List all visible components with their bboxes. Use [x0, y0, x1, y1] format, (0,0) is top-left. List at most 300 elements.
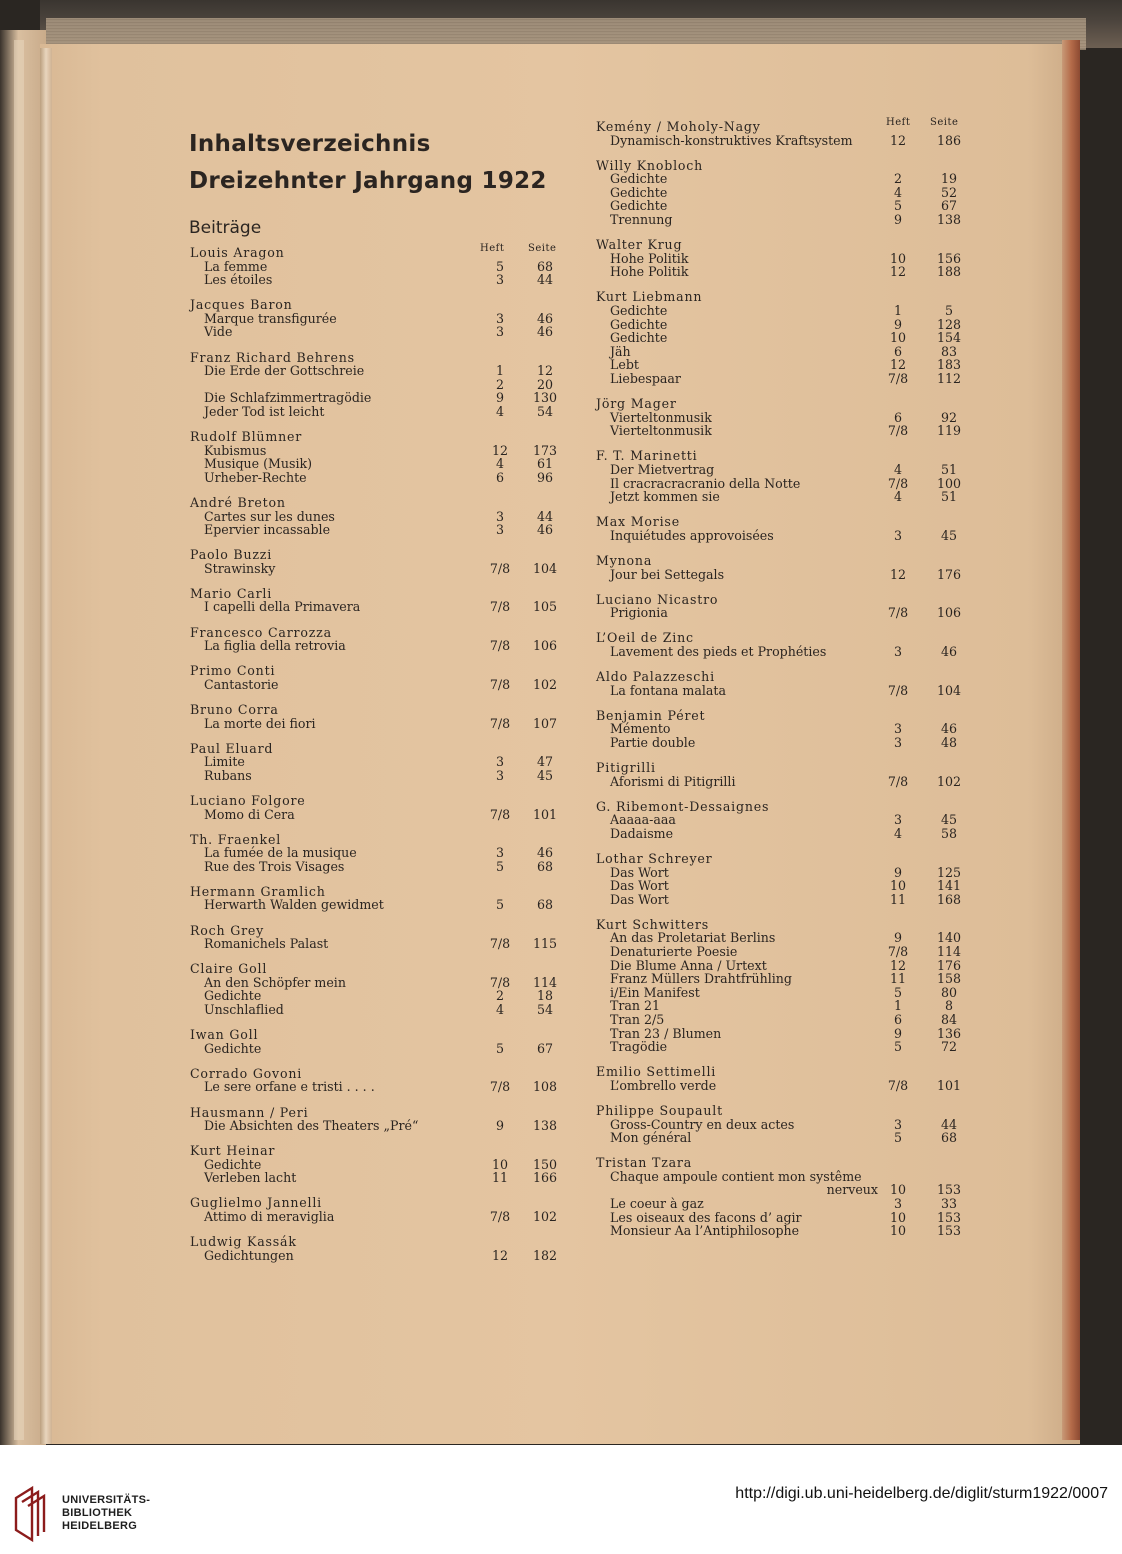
work-row	[190, 273, 580, 287]
work-row	[190, 260, 580, 274]
heft-number: 3	[495, 324, 504, 340]
page-binding-strip	[40, 48, 52, 1444]
work-row	[596, 490, 982, 504]
author-name: Tristan Tzara	[596, 1155, 693, 1171]
page-number: 107	[532, 715, 558, 731]
toc-entry	[596, 631, 982, 658]
work-row	[190, 898, 580, 912]
heft-number: 6	[495, 469, 504, 485]
author-row	[190, 351, 580, 365]
work-row	[190, 976, 580, 990]
toc-entry	[596, 1156, 982, 1238]
author-row	[596, 449, 982, 463]
heft-number: 6	[893, 1011, 902, 1027]
page-number: 115	[532, 936, 558, 952]
work-row	[190, 562, 580, 576]
page-number: 19	[940, 171, 958, 187]
author-name: Luciano Folgore	[190, 792, 306, 808]
page-number: 100	[936, 475, 962, 491]
heft-number: 1	[893, 998, 902, 1014]
author-name: Luciano Nicastro	[596, 591, 719, 607]
author-name: Willy Knobloch	[596, 157, 704, 173]
work-row	[190, 639, 580, 653]
heft-number: 9	[893, 1025, 902, 1041]
heft-number: 5	[495, 897, 504, 913]
heft-number: 2	[495, 376, 504, 392]
author-row	[596, 852, 982, 866]
heft-number: 3	[893, 527, 902, 543]
author-name: Mario Carli	[190, 585, 273, 601]
heft-number: 7/8	[489, 638, 511, 654]
work-title: La morte dei fiori	[204, 715, 316, 731]
work-title: i/Ein Manifest	[610, 984, 700, 1000]
work-title: L’ombrello verde	[610, 1077, 717, 1093]
work-row	[596, 265, 982, 279]
toc-entry	[190, 587, 580, 614]
page-number: 140	[936, 930, 962, 946]
work-title: Herwarth Walden gewidmet	[204, 897, 384, 913]
work-title: Hohe Politik	[610, 250, 689, 266]
author-name: Francesco Carrozza	[190, 624, 332, 640]
toc-entry	[190, 1067, 580, 1094]
author-row	[596, 159, 982, 173]
work-title: Prigionia	[610, 605, 668, 621]
work-title: La fontana malata	[610, 682, 726, 698]
work-title: Gedichte	[610, 171, 668, 187]
author-row	[596, 709, 982, 723]
heft-number: 5	[893, 984, 902, 1000]
work-row	[596, 972, 982, 986]
author-name: Guglielmo Jannelli	[190, 1195, 323, 1211]
heft-number: 2	[893, 171, 902, 187]
author-row	[596, 120, 982, 134]
page-number: 112	[936, 371, 962, 386]
work-row	[190, 471, 580, 485]
author-name: Iwan Goll	[190, 1027, 259, 1043]
work-title: Attimo di meraviglia	[204, 1209, 335, 1225]
work-row	[596, 568, 982, 582]
author-row	[596, 800, 982, 814]
heft-number: 2	[495, 988, 504, 1004]
heft-number: 5	[495, 858, 504, 874]
work-title: La femme	[204, 258, 268, 274]
page-number: 46	[940, 643, 958, 659]
toc-entry	[190, 833, 580, 874]
heft-number: 12	[889, 357, 907, 373]
work-row	[596, 252, 982, 266]
work-row	[596, 775, 982, 789]
work-row	[190, 808, 580, 822]
author-row	[596, 918, 982, 932]
heft-number: 1	[495, 363, 504, 379]
work-row	[190, 378, 580, 392]
author-name: L’Oeil de Zinc	[596, 630, 694, 646]
page-number: 125	[936, 864, 962, 880]
work-row	[596, 684, 982, 698]
work-row	[596, 345, 982, 359]
page-number: 104	[936, 682, 962, 698]
work-title: I capelli della Primavera	[204, 599, 361, 615]
heft-number: 5	[495, 1040, 504, 1056]
page-number: 54	[536, 1002, 554, 1018]
work-row	[596, 424, 982, 438]
heft-number: 7/8	[887, 371, 909, 386]
work-title: Franz Müllers Drahtfrühling	[610, 971, 792, 987]
work-row	[596, 134, 982, 148]
work-row	[190, 1171, 580, 1185]
work-row	[190, 678, 580, 692]
work-row	[190, 1119, 580, 1133]
author-row	[596, 1156, 982, 1170]
work-title: Tran 23 / Blumen	[610, 1025, 722, 1041]
work-row	[596, 736, 982, 750]
work-row	[190, 1210, 580, 1224]
work-row	[190, 846, 580, 860]
toc-entry	[596, 397, 982, 438]
page-number: 68	[536, 897, 554, 913]
heft-number: 5	[495, 258, 504, 274]
toc-column-left	[190, 243, 580, 1274]
work-row	[190, 312, 580, 326]
heft-number: 7/8	[887, 605, 909, 621]
work-title: Die Absichten des Theaters „Pré“	[204, 1118, 419, 1134]
heft-number: 7/8	[887, 475, 909, 491]
author-name: Jörg Mager	[596, 396, 677, 412]
work-row	[596, 1224, 982, 1238]
toc-entry	[190, 924, 580, 951]
work-title: Limite	[204, 754, 245, 770]
toc-entry	[190, 548, 580, 575]
heft-number: 3	[893, 643, 902, 659]
heft-number: 10	[889, 1182, 907, 1198]
page-number: 106	[532, 638, 558, 654]
page-number: 176	[936, 957, 962, 973]
book-right-edge	[1062, 40, 1080, 1440]
heft-number: 12	[889, 957, 907, 973]
work-title: Der Mietvertrag	[610, 461, 715, 477]
work-title: Lebt	[610, 357, 639, 373]
book-spine-strip	[14, 40, 24, 1440]
author-name: Claire Goll	[190, 961, 268, 977]
work-title: Mémento	[610, 721, 671, 737]
author-row	[596, 397, 982, 411]
work-title: Aforismi di Pitigrilli	[610, 773, 736, 789]
heft-number: 4	[495, 1002, 504, 1018]
heft-number: 7/8	[489, 715, 511, 731]
heft-number: 4	[893, 489, 902, 505]
work-title: Vierteltonmusik	[610, 423, 712, 439]
heft-number: 10	[889, 330, 907, 346]
page-number: 44	[536, 508, 554, 524]
toc-entry	[596, 761, 982, 788]
author-row	[190, 1235, 580, 1249]
author-row	[190, 1067, 580, 1081]
author-row	[190, 246, 580, 260]
author-name: Pitigrilli	[596, 759, 656, 775]
author-name: Mynona	[596, 552, 653, 568]
page-number: 51	[940, 461, 958, 477]
page-number: 44	[536, 272, 554, 288]
heft-number: 6	[893, 343, 902, 359]
work-row	[596, 606, 982, 620]
page-number: 101	[532, 806, 558, 822]
page-number: 48	[940, 734, 958, 750]
author-row	[596, 515, 982, 529]
work-title: Inquiétudes approvoisées	[610, 527, 774, 543]
page-number: 168	[936, 891, 962, 907]
author-row	[190, 1196, 580, 1210]
work-title: Urheber-Rechte	[204, 469, 307, 485]
work-title: Tran 21	[610, 998, 661, 1014]
author-row	[190, 1106, 580, 1120]
work-title: Das Wort	[610, 864, 669, 880]
work-title: Jäh	[610, 343, 631, 359]
page-number: 67	[940, 198, 958, 214]
page-number: 102	[532, 676, 558, 692]
author-row	[190, 430, 580, 444]
heft-number: 7/8	[489, 1079, 511, 1095]
heft-number: 3	[893, 812, 902, 828]
page-number: 156	[936, 250, 962, 266]
work-row	[190, 444, 580, 458]
page-number: 150	[532, 1156, 558, 1172]
work-title: Tran 2/5	[610, 1011, 665, 1027]
work-title: Gedichte	[204, 1156, 262, 1172]
work-title: Dadaisme	[610, 825, 674, 841]
toc-column-right	[596, 117, 982, 1249]
work-row	[596, 304, 982, 318]
work-title: Das Wort	[610, 878, 669, 894]
page-number: 8	[944, 998, 953, 1014]
work-title: Gross-Country en deux actes	[610, 1116, 795, 1132]
heft-number: 3	[495, 522, 504, 538]
work-row	[190, 600, 580, 614]
heft-number: 4	[893, 184, 902, 200]
toc-entry	[596, 800, 982, 841]
toc-entry	[190, 1196, 580, 1223]
work-title: Les oiseaux des facons d’ agir	[610, 1209, 802, 1225]
work-title: Partie double	[610, 734, 696, 750]
page-number: 186	[936, 132, 962, 148]
work-row	[596, 1040, 982, 1054]
toc-entry	[596, 918, 982, 1054]
toc-entry	[190, 246, 580, 287]
author-row	[596, 1104, 982, 1118]
page-number: 114	[936, 944, 962, 959]
author-name: Kurt Heinar	[190, 1143, 276, 1159]
work-row	[190, 717, 580, 731]
work-title: Trennung	[610, 212, 673, 228]
page-number: 182	[532, 1247, 558, 1263]
author-name: Hausmann / Peri	[190, 1104, 309, 1120]
toc-entry	[190, 885, 580, 912]
toc-entry	[190, 1144, 580, 1185]
author-name: André Breton	[190, 494, 286, 510]
author-name: Primo Conti	[190, 663, 276, 679]
work-title: Rue des Trois Visages	[204, 858, 345, 874]
heft-number: 4	[495, 456, 504, 472]
work-row	[190, 1249, 580, 1263]
author-name: Philippe Soupault	[596, 1102, 723, 1118]
toc-entry	[190, 496, 580, 537]
toc-entry	[596, 120, 982, 147]
page-number: 54	[536, 403, 554, 419]
work-row	[190, 405, 580, 419]
work-row	[596, 866, 982, 880]
page-number: 67	[536, 1040, 554, 1056]
author-name: Ludwig Kassák	[190, 1234, 297, 1250]
author-name: F. T. Marinetti	[596, 448, 698, 464]
page-subtitle: Dreizehnter Jahrgang 1922	[189, 168, 547, 194]
page-number: 68	[536, 258, 554, 274]
work-title: Gedichte	[610, 184, 668, 200]
work-title: Gedichtungen	[204, 1247, 294, 1263]
heft-number: 11	[889, 891, 907, 907]
work-title: Musique (Musik)	[204, 456, 313, 472]
work-row	[596, 372, 982, 386]
author-row	[596, 670, 982, 684]
heft-column-header: Heft	[886, 117, 911, 128]
page-number: 84	[940, 1011, 958, 1027]
page-number: 153	[936, 1223, 962, 1239]
work-title: La figlia della retrovia	[204, 638, 346, 654]
author-row	[596, 554, 982, 568]
work-row	[190, 510, 580, 524]
author-row	[190, 833, 580, 847]
toc-entry	[190, 703, 580, 730]
page-number: 45	[536, 767, 554, 783]
heft-number: 3	[893, 1116, 902, 1132]
work-title: Gedichte	[204, 988, 262, 1004]
author-row	[596, 1065, 982, 1079]
heft-number: 12	[491, 1247, 509, 1263]
heft-number: 7/8	[887, 944, 909, 959]
library-name-line: BIBLIOTHEK	[62, 1507, 133, 1519]
page-number: 102	[936, 773, 962, 789]
permalink-url[interactable]: http://digi.ub.uni-heidelberg.de/diglit/sturm1922/0007	[735, 1485, 1108, 1502]
work-row	[596, 1027, 982, 1041]
work-title: Marque transfigurée	[204, 310, 337, 326]
work-title: Kubismus	[204, 442, 267, 458]
author-name: Paolo Buzzi	[190, 547, 273, 563]
page-number: 51	[940, 489, 958, 505]
toc-entry	[190, 351, 580, 419]
heft-number: 9	[893, 864, 902, 880]
work-title: Gedichte	[610, 330, 668, 346]
work-title: Il cracracracranio della Notte	[610, 475, 801, 491]
heft-number: 7/8	[887, 423, 909, 439]
author-name: Walter Krug	[596, 237, 683, 253]
work-row	[596, 945, 982, 959]
work-title: Chaque ampoule contient mon systême	[610, 1168, 862, 1184]
heft-number: 10	[491, 1156, 509, 1172]
heft-number: 7/8	[489, 560, 511, 576]
heft-number: 12	[889, 132, 907, 148]
work-title: nerveux	[826, 1182, 878, 1198]
author-name: Rudolf Blümner	[190, 429, 303, 445]
page-number: 158	[936, 971, 962, 987]
heft-number: 7/8	[489, 599, 511, 615]
author-row	[190, 924, 580, 938]
heft-number: 11	[889, 971, 907, 987]
work-row	[596, 1013, 982, 1027]
page-number: 183	[936, 357, 962, 373]
work-title: Gedichte	[610, 303, 668, 319]
page-number: 46	[940, 721, 958, 737]
heft-number: 7/8	[489, 676, 511, 692]
heft-number: 4	[893, 461, 902, 477]
toc-entry	[596, 290, 982, 385]
author-row	[190, 587, 580, 601]
page-number: 33	[940, 1196, 958, 1211]
work-title: Das Wort	[610, 891, 669, 907]
page-number: 18	[536, 988, 554, 1004]
toc-entry	[190, 664, 580, 691]
work-row	[596, 986, 982, 1000]
work-title: Vide	[204, 324, 233, 340]
toc-entry	[596, 670, 982, 697]
work-title: Gedichte	[204, 1040, 262, 1056]
work-row	[596, 893, 982, 907]
library-name	[62, 1494, 222, 1533]
work-row	[596, 358, 982, 372]
work-row	[190, 364, 580, 378]
page-number: 141	[936, 878, 962, 894]
heft-number: 9	[495, 390, 504, 406]
author-name: Kurt Liebmann	[596, 289, 703, 305]
heft-number: 6	[893, 409, 902, 425]
toc-entry	[190, 430, 580, 484]
author-name: Louis Aragon	[190, 245, 285, 260]
work-title: Le coeur à gaz	[610, 1196, 704, 1211]
page-number: 47	[536, 754, 554, 770]
author-name: Corrado Govoni	[190, 1065, 303, 1081]
work-title: Verleben lacht	[204, 1170, 297, 1186]
page-number: 176	[936, 566, 962, 582]
seite-column-header: Seite	[930, 117, 959, 128]
work-row	[190, 457, 580, 471]
work-title: Rubans	[204, 767, 252, 783]
heft-number: 7/8	[887, 773, 909, 789]
work-row	[596, 931, 982, 945]
work-row	[596, 722, 982, 736]
toc-entry	[190, 298, 580, 339]
work-title: Lavement des pieds et Prophéties	[610, 643, 827, 659]
page-number: 46	[536, 324, 554, 340]
work-row	[190, 1042, 580, 1056]
heft-number: 10	[889, 878, 907, 894]
work-row	[190, 769, 580, 783]
work-title: Gedichte	[610, 198, 668, 214]
work-row	[596, 1118, 982, 1132]
page-number: 153	[936, 1209, 962, 1225]
author-row	[190, 548, 580, 562]
page-number: 92	[940, 409, 958, 425]
page-number: 153	[936, 1182, 962, 1198]
author-name: Kurt Schwitters	[596, 916, 709, 932]
heft-number: 4	[893, 825, 902, 841]
seite-column-header: Seite	[528, 243, 557, 254]
work-title: Les étoiles	[204, 272, 273, 288]
work-title: Die Schlafzimmertragödie	[204, 390, 372, 406]
author-row	[596, 761, 982, 775]
work-title: Romanichels Palast	[204, 936, 329, 952]
author-name: Th. Fraenkel	[190, 831, 282, 847]
work-title: Dynamisch-konstruktives Kraftsystem	[610, 132, 853, 148]
work-row	[190, 989, 580, 1003]
work-row	[190, 1080, 580, 1094]
work-title: Epervier incassable	[204, 522, 331, 538]
